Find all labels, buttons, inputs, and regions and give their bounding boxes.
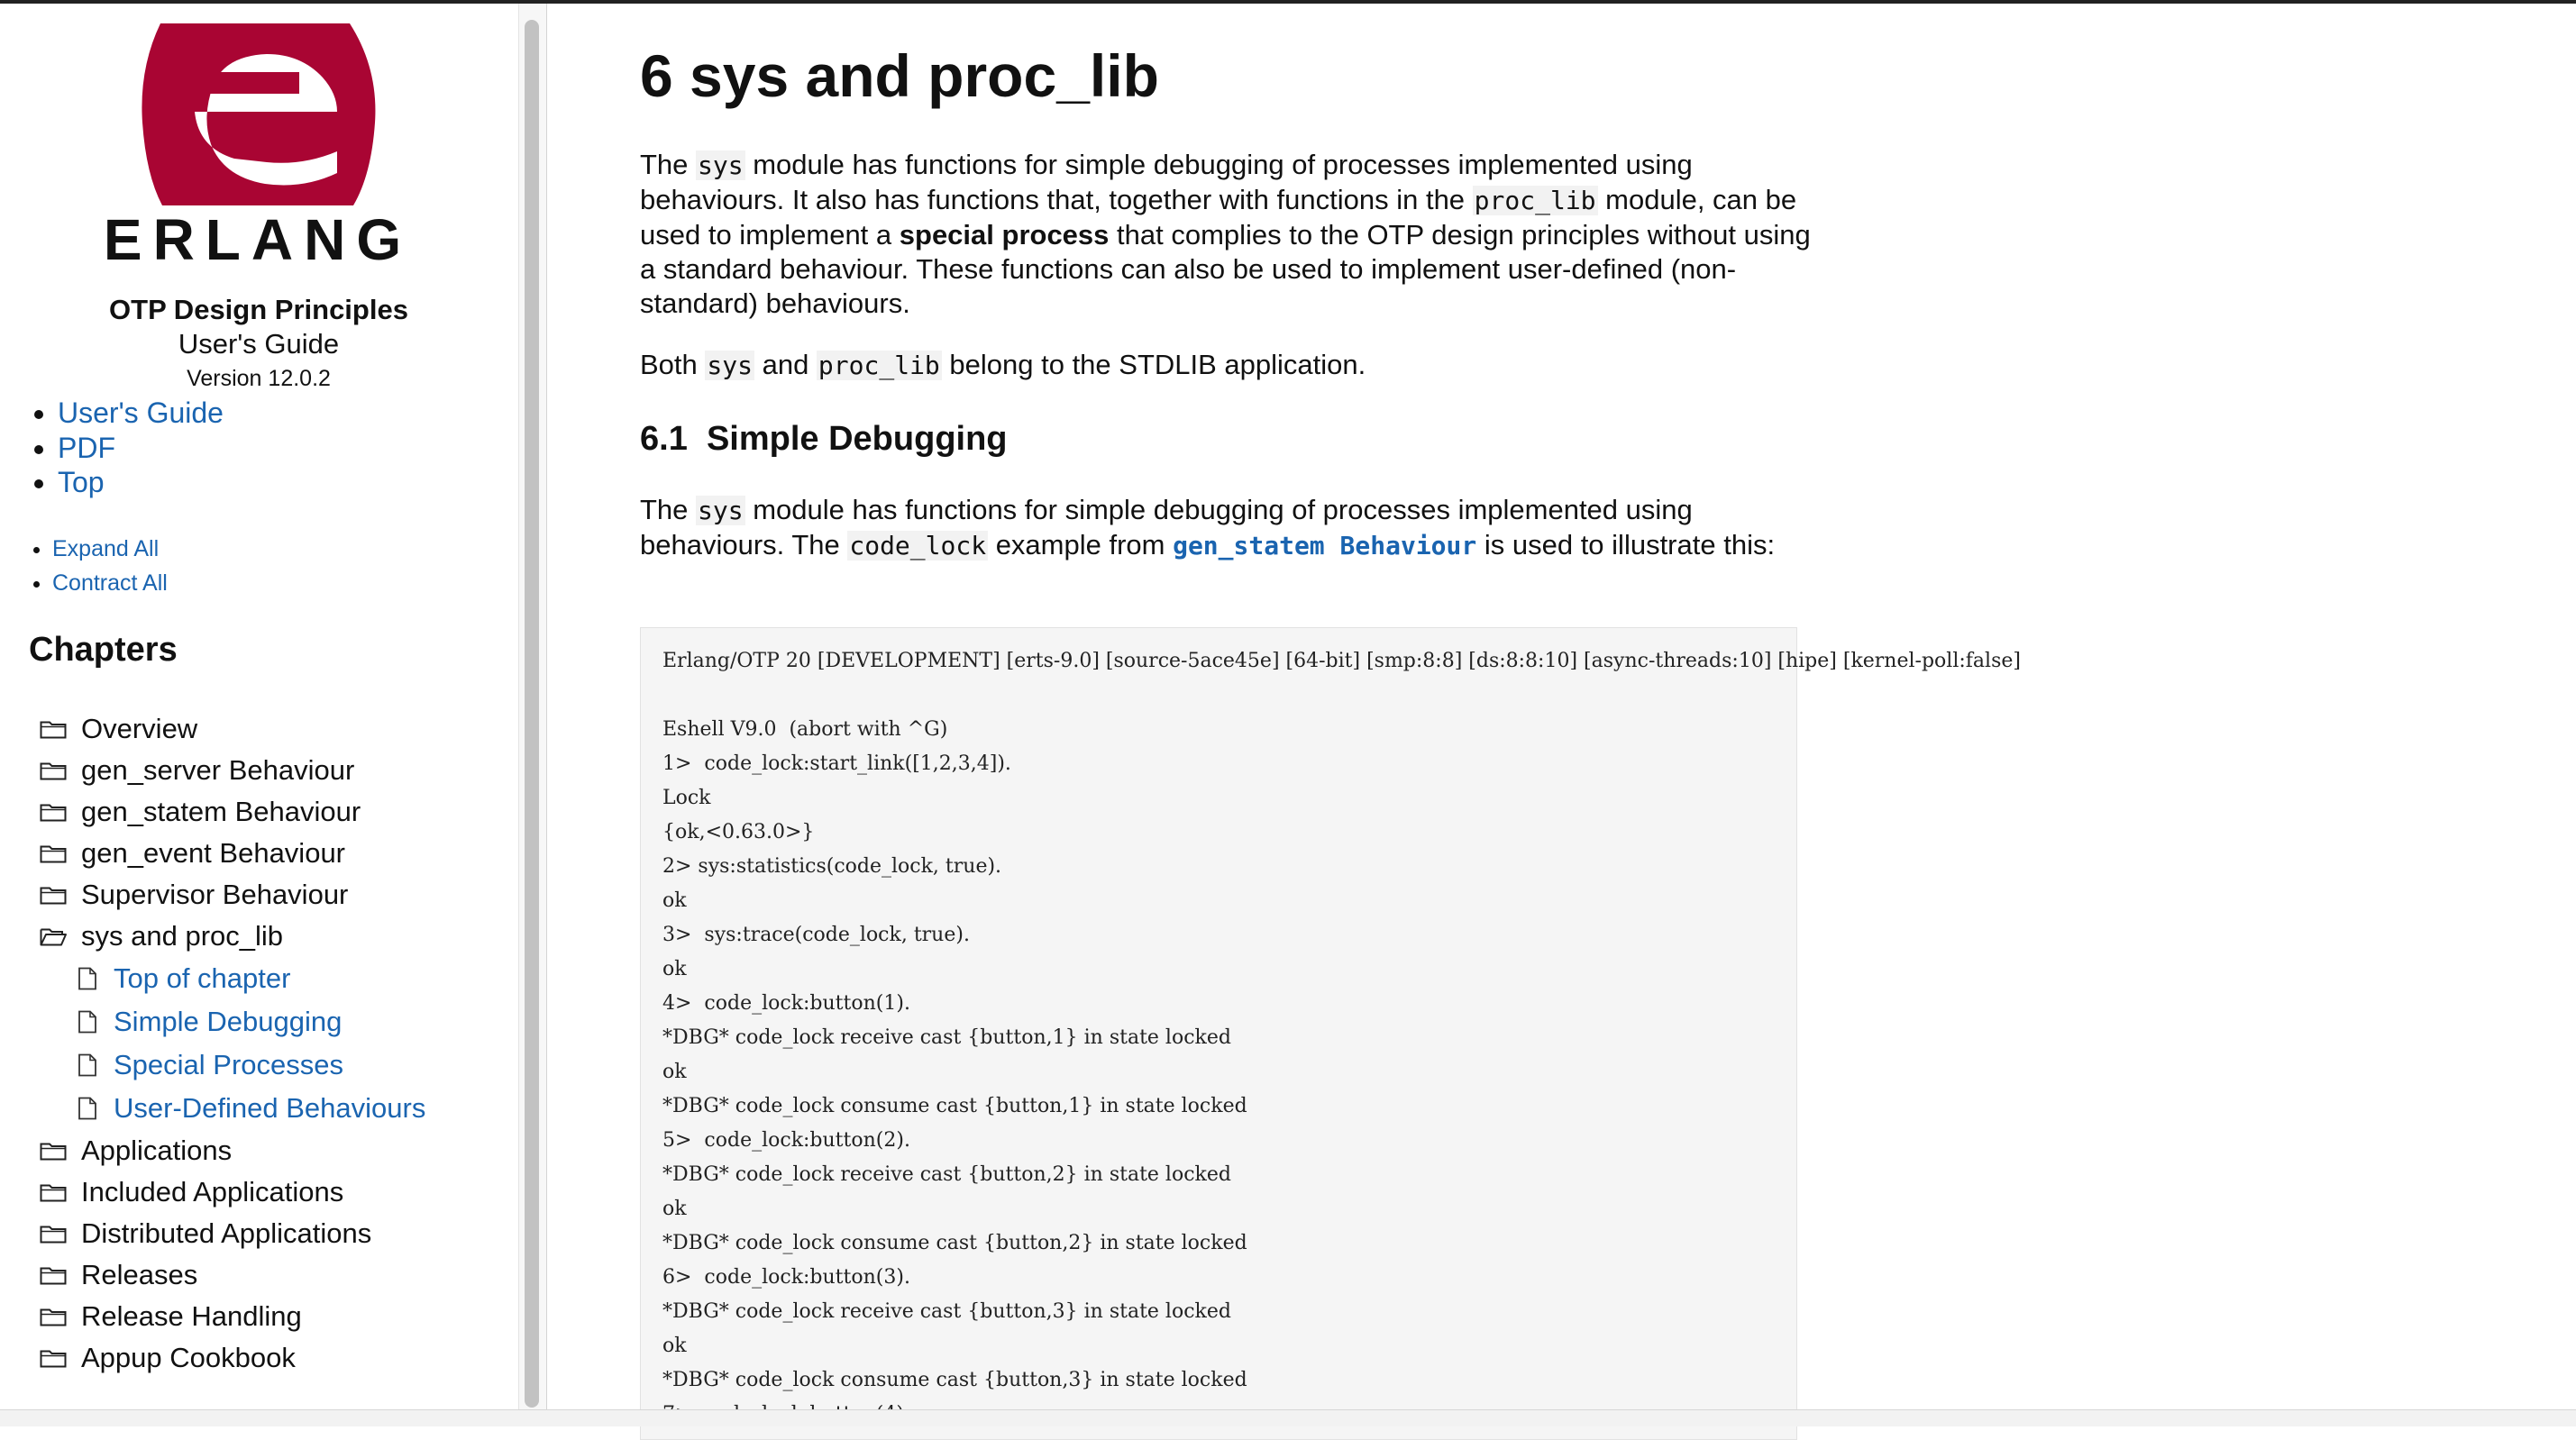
folder-icon — [40, 1265, 67, 1285]
inline-code: sys — [707, 351, 753, 380]
chapter-distributed-applications[interactable] — [40, 1213, 425, 1254]
text-run: that complies to the OTP design principles without using a standard behaviour. These functions can also be used to implement user-defined (non-standard) behaviours. — [640, 219, 1811, 319]
horizontal-scrollbar[interactable] — [0, 1409, 2576, 1426]
code-line: ok — [662, 958, 687, 980]
bold-term: special process — [899, 219, 1110, 251]
text-run: and — [754, 349, 817, 380]
page-icon — [78, 1097, 97, 1120]
chapter-sys-and-proc-lib-row[interactable] — [40, 916, 425, 957]
section-item-simple-debugging — [78, 1000, 425, 1044]
text-run: example from — [988, 529, 1174, 561]
chapter-gen-statem[interactable] — [40, 791, 425, 833]
text-run: The — [640, 149, 697, 180]
chapter-label: gen_event Behaviour — [81, 837, 346, 869]
chapter-label: Included Applications — [81, 1176, 344, 1208]
code-line: 2> sys:statistics(code_lock, true). — [662, 855, 1002, 878]
section-link[interactable]: Special Processes — [114, 1049, 344, 1080]
contract-all-item — [52, 566, 168, 600]
both-paragraph — [640, 348, 1812, 383]
section-item-special-processes — [78, 1044, 425, 1087]
inline-code: sys — [698, 496, 744, 525]
code-line: 1> code_lock:start_link([1,2,3,4]). — [662, 752, 1011, 775]
code-line: ok — [662, 889, 687, 912]
chapter-label: sys and proc_lib — [81, 920, 284, 952]
page-icon — [78, 1010, 97, 1034]
erlang-logo-image — [103, 23, 413, 272]
code-line — [662, 679, 1796, 713]
intro-paragraph — [640, 148, 1812, 321]
doc-version: Version 12.0.2 — [187, 366, 331, 391]
doc-subtitle: User's Guide — [178, 328, 340, 360]
main-content — [546, 4, 2576, 1409]
code-line: ok — [662, 1335, 687, 1357]
code-line: *DBG* code_lock receive cast {button,2} in state locked — [662, 1163, 1231, 1186]
section-title-text: Simple Debugging — [706, 420, 1008, 458]
code-line: Erlang/OTP 20 [DEVELOPMENT] [erts-9.0] [source-5ace45e] [64-bit] [smp:8:8] [ds:8:8:10] [async-threads:10] [hipe] [kernel-poll:false] — [662, 650, 2021, 672]
debug-paragraph — [640, 493, 1812, 563]
code-line: ok — [662, 1198, 687, 1220]
section-link[interactable]: Top of chapter — [114, 962, 291, 994]
text-run: module has functions for simple debugging of processes implemented using behaviours. It also has functions that, together with functions in the — [640, 149, 1693, 215]
page-icon — [78, 967, 97, 990]
chapters-list — [40, 708, 425, 1379]
inline-code: code_lock — [849, 531, 987, 561]
code-line: *DBG* code_lock receive cast {button,1} in state locked — [662, 1026, 1231, 1049]
text-run: module has functions for simple debugging of processes implemented using behaviours. The — [640, 494, 1693, 561]
gen-statem-behaviour-link[interactable]: gen_statem Behaviour — [1173, 531, 1477, 561]
text-run: belong to the STDLIB application. — [941, 349, 1366, 380]
code-line: *DBG* code_lock consume cast {button,1} in state locked — [662, 1095, 1247, 1117]
code-line: Eshell V9.0 (abort with ^G) — [662, 718, 948, 741]
chapter-sections — [40, 957, 425, 1130]
pdf-link[interactable]: PDF — [58, 431, 115, 464]
folder-icon — [40, 843, 67, 863]
inline-code: proc_lib — [1474, 186, 1596, 215]
code-block[interactable] — [640, 627, 2021, 1440]
chapters-heading: Chapters — [29, 631, 178, 669]
code-line: {ok,<0.63.0>} — [662, 821, 815, 843]
code-line: 6> code_lock:button(3). — [662, 1266, 910, 1289]
section-item-top-of-chapter — [78, 957, 425, 1000]
page-title: 6 sys and proc_lib — [640, 42, 1159, 109]
code-line: *DBG* code_lock consume cast {button,3} in state locked — [662, 1369, 1247, 1391]
code-line: Lock — [662, 787, 711, 809]
expand-all-link[interactable]: Expand All — [52, 536, 160, 561]
top-link-top — [58, 465, 224, 500]
chapter-label: Distributed Applications — [81, 1217, 372, 1249]
top-link-pdf — [58, 431, 224, 466]
chapter-overview[interactable] — [40, 708, 425, 750]
chapter-appup-cookbook[interactable] — [40, 1337, 425, 1379]
code-listing — [641, 628, 2021, 1432]
folder-icon — [40, 885, 67, 905]
code-line: ok — [662, 1061, 687, 1083]
chapter-label: Release Handling — [81, 1300, 302, 1332]
chapter-label: gen_statem Behaviour — [81, 796, 361, 827]
folder-icon — [40, 1307, 67, 1326]
code-line: 3> sys:trace(code_lock, true). — [662, 924, 970, 946]
chapter-gen-event[interactable] — [40, 833, 425, 874]
section-link[interactable]: User-Defined Behaviours — [114, 1092, 426, 1124]
inline-code: sys — [698, 150, 744, 180]
text-run: is used to illustrate this: — [1476, 529, 1776, 561]
chapter-supervisor[interactable] — [40, 874, 425, 916]
chapter-applications[interactable] — [40, 1130, 425, 1171]
chapter-label: Overview — [81, 713, 198, 744]
chapter-label: Releases — [81, 1259, 198, 1290]
sidebar-scrollbar-thumb[interactable] — [525, 20, 539, 1408]
inline-code: proc_lib — [818, 351, 940, 380]
folder-icon — [40, 1141, 67, 1161]
chapter-label: Supervisor Behaviour — [81, 879, 349, 910]
chapter-gen-server[interactable] — [40, 750, 425, 791]
top-link-users-guide — [58, 396, 224, 431]
expand-links — [0, 532, 168, 600]
folder-icon — [40, 761, 67, 780]
code-line: *DBG* code_lock consume cast {button,2} in state locked — [662, 1232, 1247, 1254]
folder-icon — [40, 719, 67, 739]
section-link[interactable]: Simple Debugging — [114, 1006, 343, 1037]
chapter-releases[interactable] — [40, 1254, 425, 1296]
erlang-logo[interactable] — [103, 23, 413, 272]
chapter-sys-and-proc-lib — [40, 916, 425, 1130]
top-link[interactable]: Top — [58, 466, 105, 498]
chapter-included-applications[interactable] — [40, 1171, 425, 1213]
doc-title: OTP Design Principles — [109, 294, 408, 325]
page-icon — [78, 1053, 97, 1077]
folder-icon — [40, 1224, 67, 1244]
chapter-label: gen_server Behaviour — [81, 754, 355, 786]
code-line: *DBG* code_lock receive cast {button,3} in state locked — [662, 1300, 1231, 1323]
section-heading — [640, 420, 1008, 459]
contract-all-link[interactable]: Contract All — [52, 570, 168, 596]
sidebar — [0, 4, 517, 1409]
folder-open-icon — [40, 926, 67, 946]
text-run: The — [640, 494, 697, 525]
text-run: Both — [640, 349, 706, 380]
chapter-label: Appup Cookbook — [81, 1342, 296, 1373]
folder-icon — [40, 1348, 67, 1368]
text-run: module, can be used to implement a — [640, 184, 1797, 251]
chapter-label: Applications — [81, 1135, 233, 1166]
code-line: 5> code_lock:button(2). — [662, 1129, 910, 1152]
section-item-user-defined-behaviours — [78, 1087, 425, 1130]
chapter-release-handling[interactable] — [40, 1296, 425, 1337]
expand-all-item — [52, 532, 168, 566]
section-number: 6.1 — [640, 420, 688, 458]
svg-text:ERLANG: ERLANG — [103, 207, 413, 272]
top-links — [0, 396, 224, 500]
code-line: 4> code_lock:button(1). — [662, 992, 910, 1015]
folder-icon — [40, 802, 67, 822]
folder-icon — [40, 1182, 67, 1202]
users-guide-link[interactable]: User's Guide — [58, 396, 224, 429]
